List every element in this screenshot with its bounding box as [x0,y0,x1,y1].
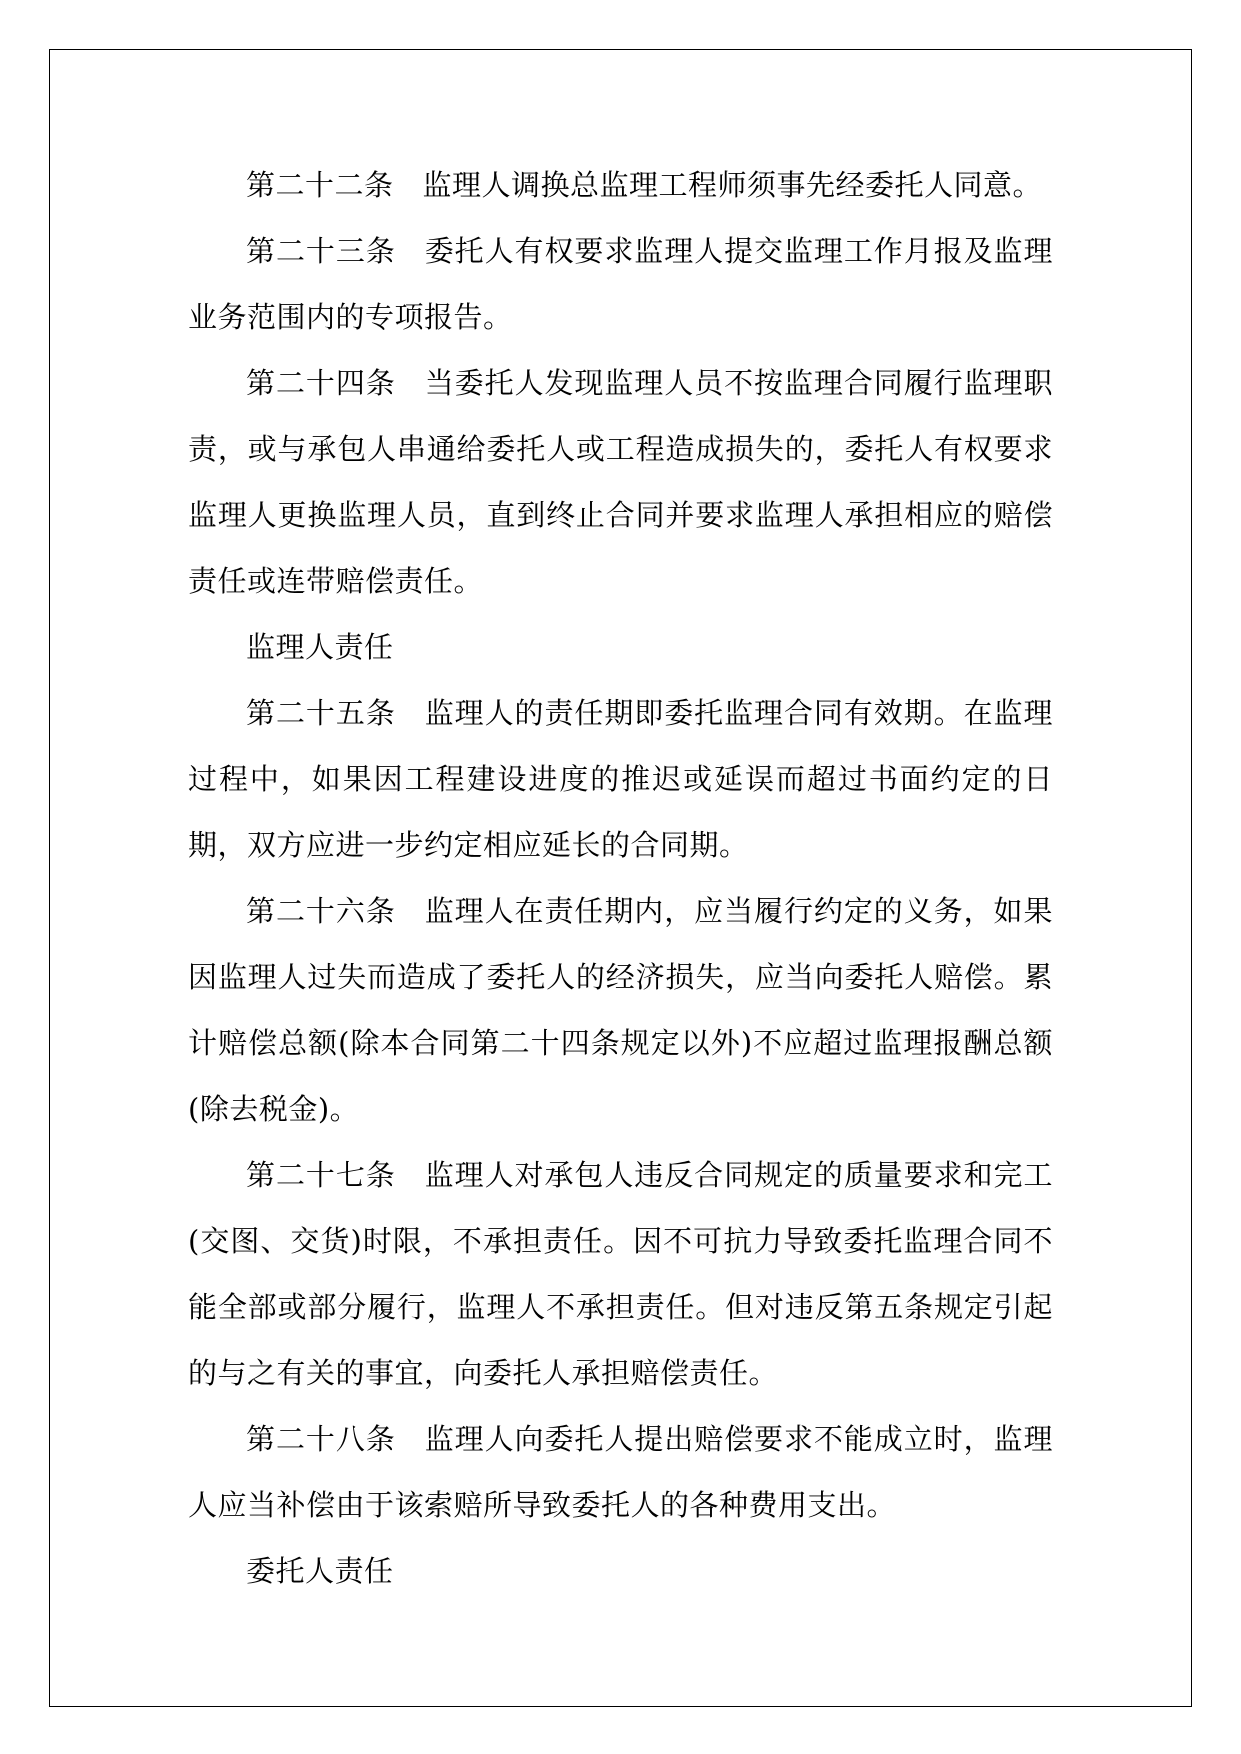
article-text: 当委托人发现监理人员不按监理合同履行监理职责，或与承包人串通给委托人或工程造成损失的，委托人有权要求监理人更换监理人员，直到终止合同并要求监理人承担相应的赔偿责任或连带赔偿责任。 [188,366,1053,598]
article-label: 第二十四条 [246,366,396,400]
article-text: 监理人向委托人提出赔偿要求不能成立时，监理人应当补偿由于该索赔所导致委托人的各种费用支出。 [188,1422,1053,1522]
article-label: 第二十八条 [246,1422,396,1456]
document-body [188,152,1053,1604]
article-text: 委托人有权要求监理人提交监理工作月报及监理业务范围内的专项报告。 [188,234,1053,334]
section-heading-client-liability [188,1538,1053,1604]
article-label: 第二十七条 [246,1158,396,1192]
article-22 [188,152,1053,218]
article-23 [188,218,1053,350]
article-label: 第二十二条 [246,168,394,202]
article-text: 监理人的责任期即委托监理合同有效期。在监理过程中，如果因工程建设进度的推迟或延误而超过书面约定的日期，双方应进一步约定相应延长的合同期。 [188,696,1053,862]
section-heading-text: 监理人责任 [246,630,394,664]
article-28 [188,1406,1053,1538]
article-label: 第二十六条 [246,894,396,928]
article-label: 第二十三条 [246,234,396,268]
article-text: 监理人在责任期内，应当履行约定的义务，如果因监理人过失而造成了委托人的经济损失，应当向委托人赔偿。累计赔偿总额(除本合同第二十四条规定以外)不应超过监理报酬总额(除去税金)。 [188,894,1053,1126]
article-24 [188,350,1053,614]
section-heading-text: 委托人责任 [246,1554,394,1588]
article-25 [188,680,1053,878]
article-26 [188,878,1053,1142]
article-27 [188,1142,1053,1406]
article-label: 第二十五条 [246,696,396,730]
article-text: 监理人对承包人违反合同规定的质量要求和完工(交图、交货)时限，不承担责任。因不可抗力导致委托监理合同不能全部或部分履行，监理人不承担责任。但对违反第五条规定引起的与之有关的事宜，向委托人承担赔偿责任。 [188,1158,1053,1390]
article-text: 监理人调换总监理工程师须事先经委托人同意。 [422,168,1043,202]
section-heading-supervisor-liability [188,614,1053,680]
